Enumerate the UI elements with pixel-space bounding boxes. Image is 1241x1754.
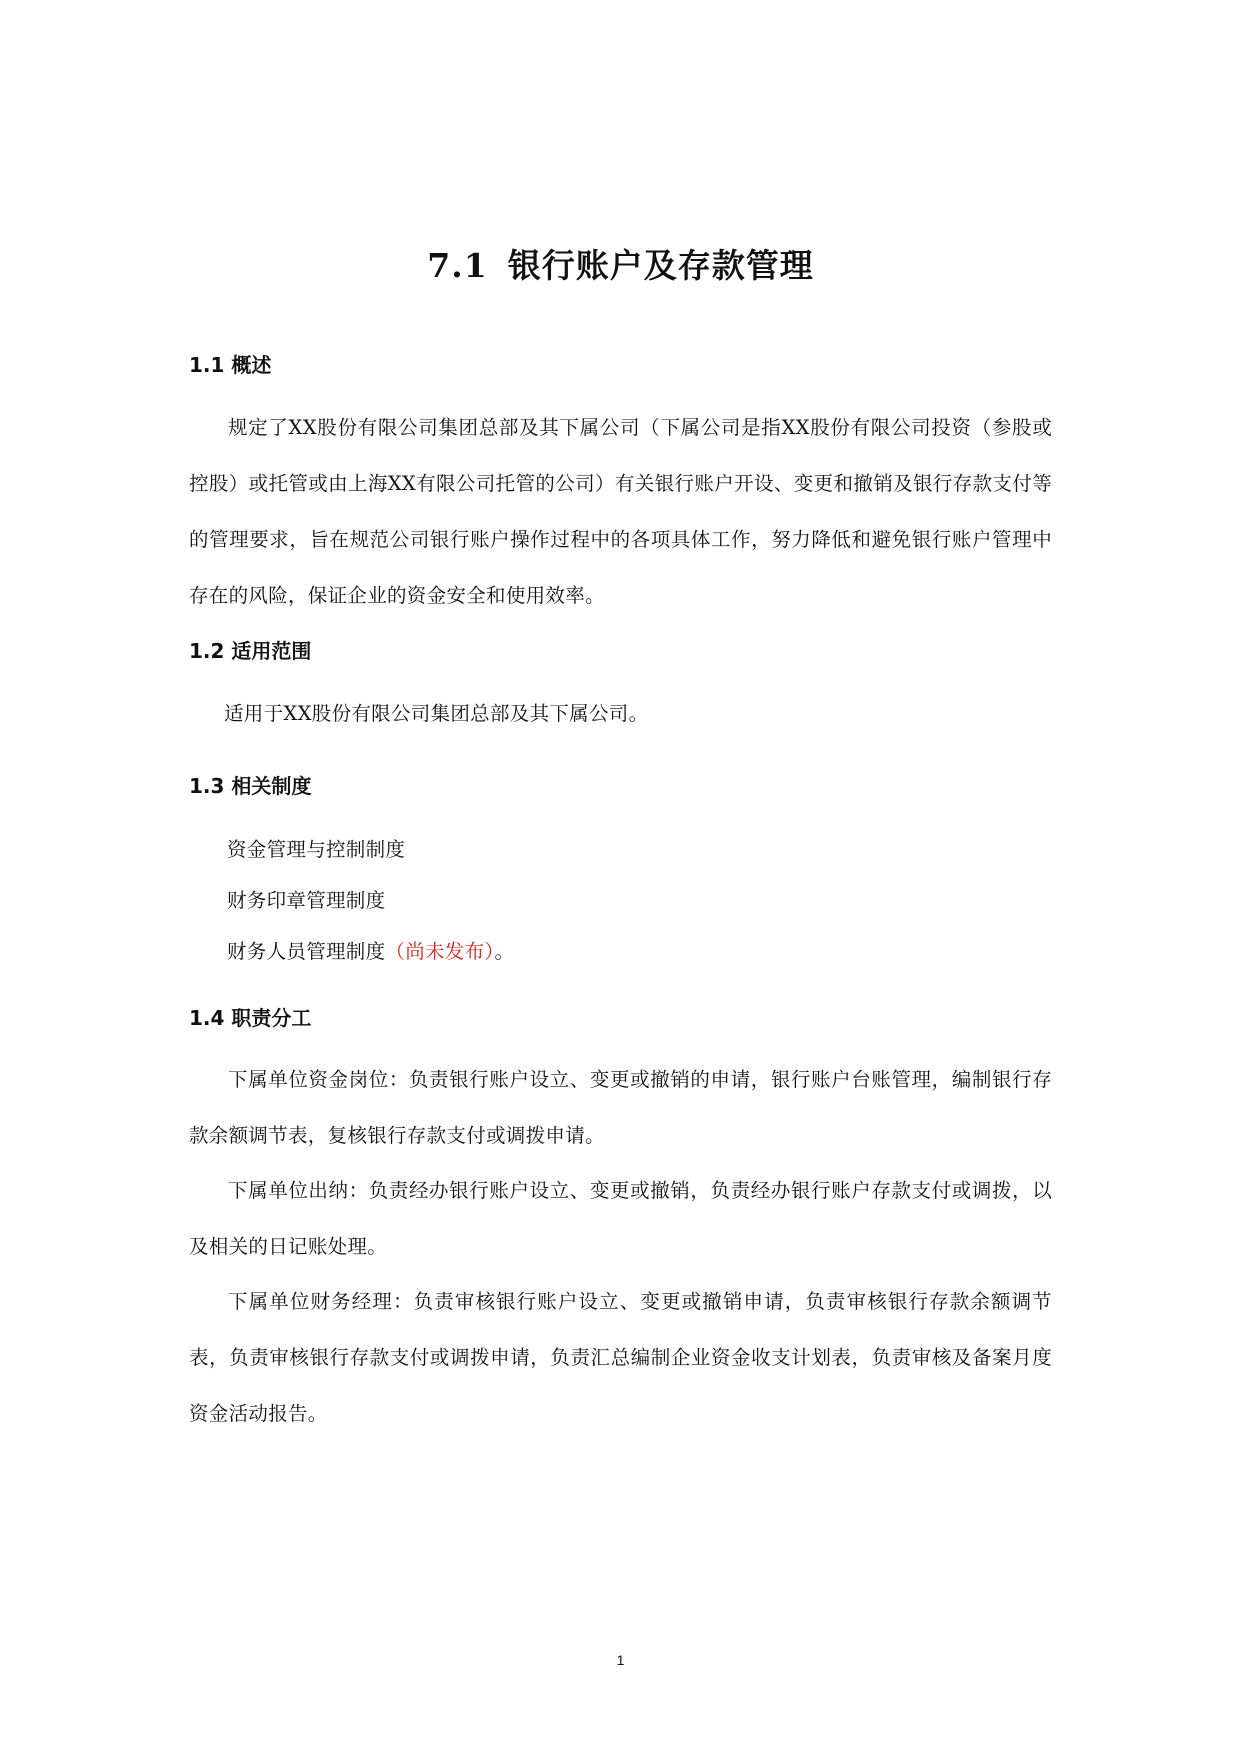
section-heading-scope: 1.2 适用范围 — [189, 639, 312, 663]
scope-paragraph: 适用于XX股份有限公司集团总部及其下属公司。 — [224, 702, 649, 725]
section-heading-related: 1.3 相关制度 — [189, 774, 312, 798]
overview-paragraph: 规定了XX股份有限公司集团总部及其下属公司（下属公司是指XX股份有限公司投资（参股或控股）或托管或由上海XX有限公司托管的公司）有关银行账户开设、变更和撤销及银行存款支付等的管理要求，旨在规范公司银行账户操作过程中的各项具体工作，努力降低和避免银行账户管理中存在的风险，保证企业的资金安全和使用效率。 — [189, 416, 1052, 607]
duties-paragraph-3: 下属单位财务经理：负责审核银行账户设立、变更或撤销申请，负责审核银行存款余额调节表，负责审核银行存款支付或调拨申请，负责汇总编制企业资金收支计划表，负责审核及备案月度资金活动报告。 — [189, 1290, 1052, 1425]
title-text: 银行账户及存款管理 — [507, 246, 814, 285]
related-item-1: 资金管理与控制制度 — [227, 838, 406, 861]
related-item-2: 财务印章管理制度 — [227, 889, 386, 912]
related-item-3 — [227, 936, 514, 964]
section-heading-duties: 1.4 职责分工 — [189, 1006, 312, 1030]
section-heading-overview: 1.1 概述 — [189, 353, 272, 377]
document-title — [0, 240, 1241, 287]
unpublished-note: （尚未发布） — [385, 940, 495, 963]
duties-paragraph-1: 下属单位资金岗位：负责银行账户设立、变更或撤销的申请，银行账户台账管理，编制银行存款余额调节表，复核银行存款支付或调拨申请。 — [189, 1068, 1052, 1147]
related-item-3-text: 财务人员管理制度 — [227, 940, 386, 963]
title-number: 7.1 — [427, 246, 488, 285]
page-number: 1 — [616, 1652, 625, 1668]
duties-paragraph-2: 下属单位出纳：负责经办银行账户设立、变更或撤销，负责经办银行账户存款支付或调拨，以及相关的日记账处理。 — [189, 1179, 1052, 1258]
related-item-3-end: 。 — [494, 940, 515, 963]
